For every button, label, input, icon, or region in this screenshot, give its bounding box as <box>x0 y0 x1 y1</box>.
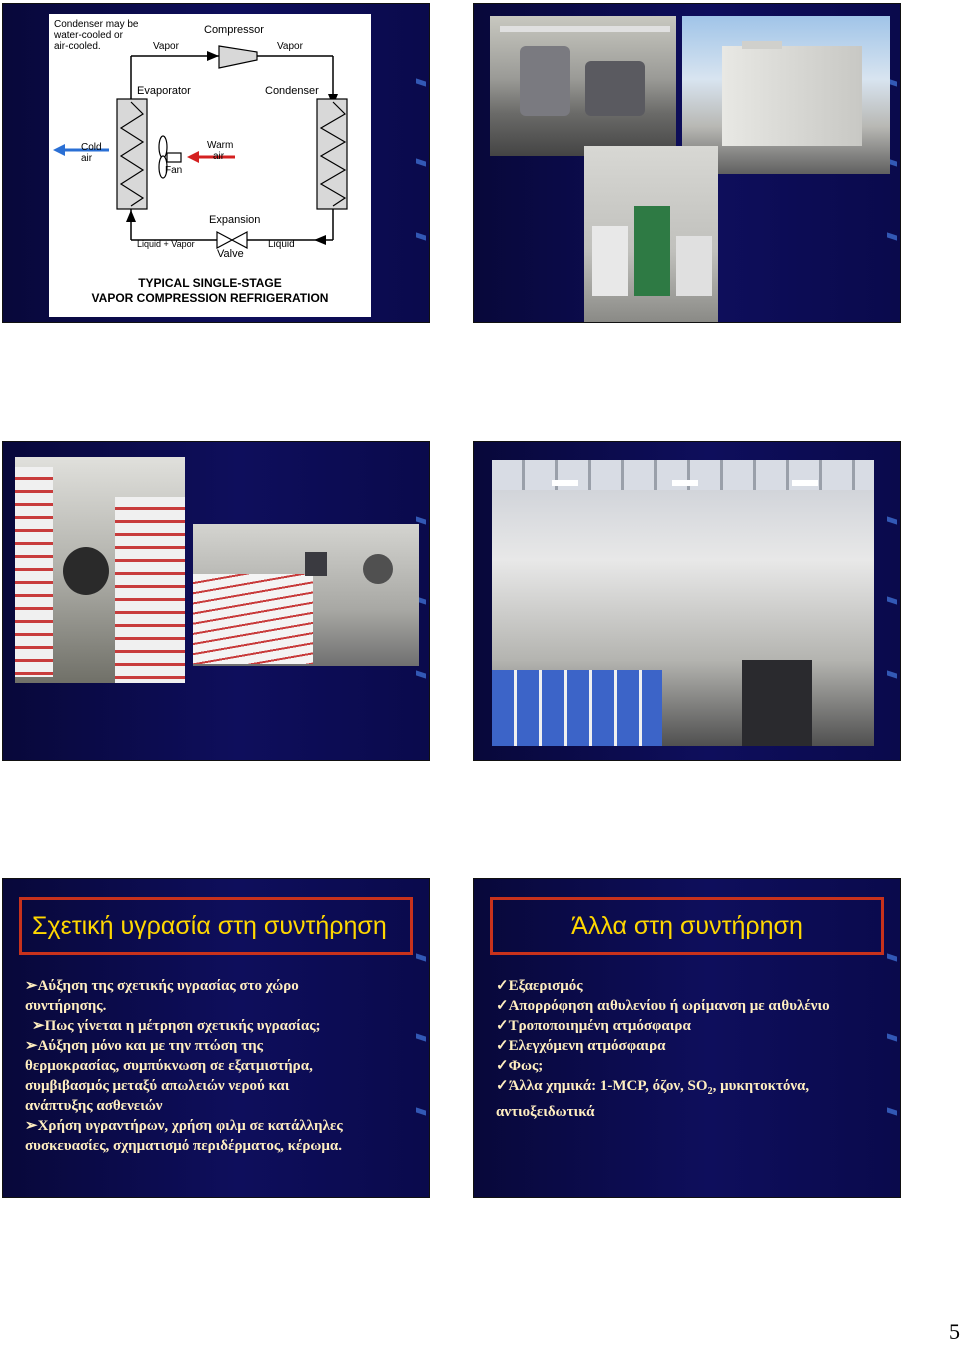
expansion-valve-shape <box>217 232 232 248</box>
photo-storage-aisle <box>15 457 185 683</box>
page-number: 5 <box>949 1319 960 1344</box>
slide-storage-photos <box>2 441 430 761</box>
label-compressor: Compressor <box>204 24 264 36</box>
label-valve: Valve <box>217 248 244 260</box>
body-line: συμβιβασμός μεταξύ απωλειών νερού και <box>25 1078 290 1094</box>
slide-relative-humidity <box>2 878 430 1198</box>
photo-compressor-room <box>490 16 676 156</box>
label-cold-air: Cold <box>81 142 102 153</box>
body-line: ➢Αύξηση της σχετικής υγρασίας στο χώρο <box>25 978 299 994</box>
body-line: ✓Απορρόφηση αιθυλενίου ή ωρίμανση με αιθυλένιο <box>496 998 830 1014</box>
label-condenser: Condenser <box>265 85 319 97</box>
photo-cold-storage-pallets <box>584 146 718 322</box>
body-line: ➢Αύξηση μόνο και με την πτώση της <box>25 1038 263 1054</box>
body-line: ✓Ελεγχόμενη ατμόσφαιρα <box>496 1038 666 1054</box>
label-fan: Fan <box>165 165 183 176</box>
label-warm-air: Warm <box>207 140 234 151</box>
body-line: αντιοξειδωτικά <box>496 1104 595 1120</box>
slide-warehouse-photo <box>473 441 901 761</box>
diagram-note-line: water-cooled or <box>54 30 123 41</box>
slide-body <box>496 976 896 1122</box>
diagram-caption: TYPICAL SINGLE-STAGE <box>138 276 282 290</box>
diagram-caption: VAPOR COMPRESSION REFRIGERATION <box>91 291 329 305</box>
slide-body <box>25 976 425 1156</box>
compressor-shape <box>219 46 257 68</box>
body-line: ➢Πως γίνεται η μέτρηση σχετικής υγρασίας; <box>32 1018 321 1034</box>
slide-title: Άλλα στη συντήρηση <box>571 911 803 940</box>
label-warm-air: air <box>213 151 225 162</box>
body-line: ✓Άλλα χημικά: 1-MCP, όζον, $SO_2$, μυκητοκτόνα, <box>496 1078 810 1097</box>
label-liquid-vapor: Liquid + Vapor <box>137 239 195 249</box>
slide-title-box <box>19 897 413 955</box>
slide-title: Σχετική υγρασία στη συντήρηση <box>32 911 387 940</box>
label-evaporator: Evaporator <box>137 85 191 97</box>
body-line: συντήρησης. <box>25 998 107 1014</box>
refrigeration-cycle-diagram <box>49 14 371 317</box>
label-vapor-left: Vapor <box>153 41 179 52</box>
slide-equipment-photos <box>473 3 901 323</box>
body-line: ανάπτυξης ασθενειών <box>25 1098 163 1114</box>
slide-other-storage <box>473 878 901 1198</box>
slide-refrigeration-diagram <box>2 3 430 323</box>
body-line: ✓Τροποποιημένη ατμόσφαιρα <box>496 1018 691 1034</box>
label-cold-air: air <box>81 153 93 164</box>
diagram-panel <box>49 14 371 317</box>
evaporator-coil <box>117 99 147 209</box>
slide-title-box <box>490 897 884 955</box>
label-liquid: Liquid <box>268 239 295 250</box>
diagram-note-line: Condenser may be <box>54 19 139 30</box>
body-line: ✓Εξαερισμός <box>496 978 583 994</box>
fan-shape <box>159 136 167 158</box>
body-line: θερμοκρασίας, συμπύκνωση σε εξατμιστήρα, <box>25 1058 313 1074</box>
body-line: ➢Χρήση υγραντήρων, χρήση φιλμ σε κατάλληλες <box>25 1118 343 1134</box>
photo-boxes-near-wall <box>193 524 419 666</box>
label-vapor-right: Vapor <box>277 41 303 52</box>
photo-warehouse-interior <box>492 460 874 746</box>
body-line: συσκευασίες, σχηματισμό περιδέρματος, κέρωμα. <box>25 1138 342 1154</box>
label-expansion: Expansion <box>209 214 261 226</box>
body-line: ✓Φως; <box>496 1058 544 1074</box>
diagram-note-line: air-cooled. <box>54 41 101 52</box>
